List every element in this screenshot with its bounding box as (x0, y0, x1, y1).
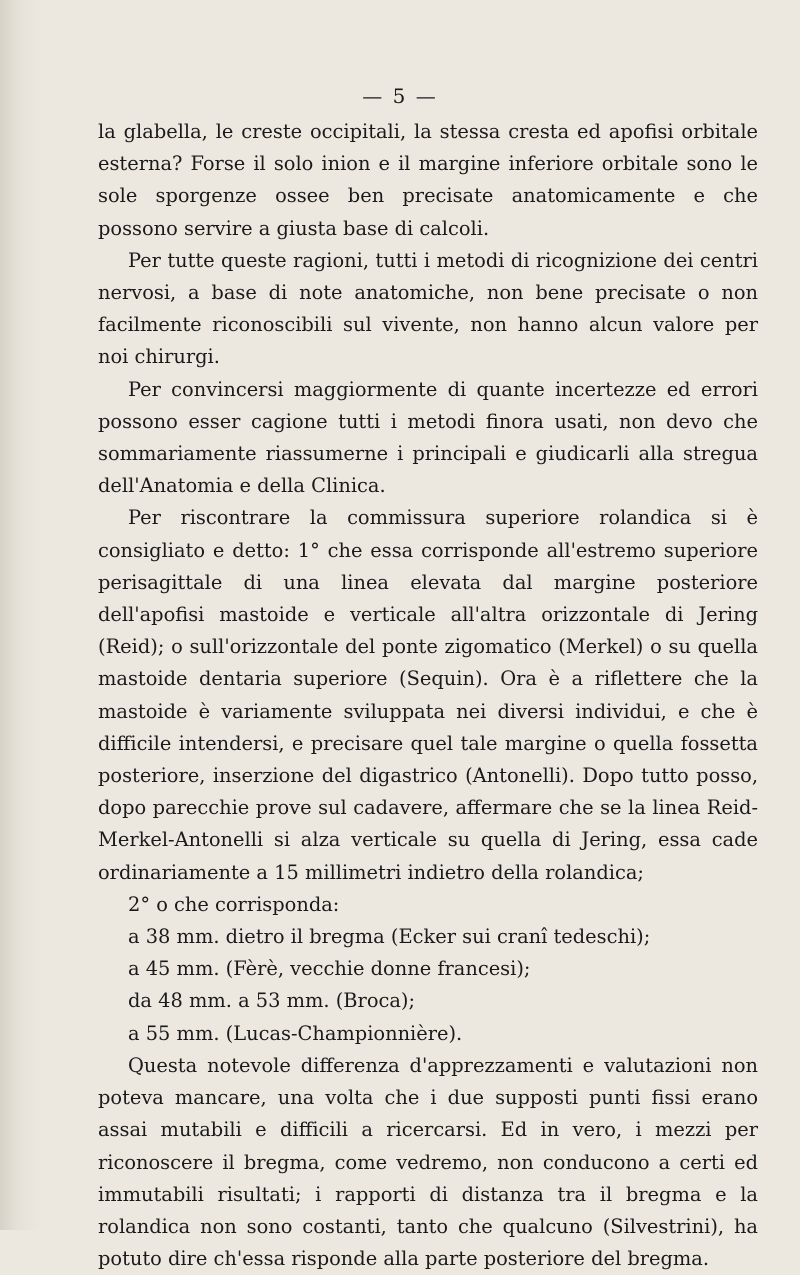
paragraph-continuation: la glabella, le creste occipitali, la stessa cresta ed apofisi orbitale esterna? Forse il solo inion e il margine inferiore orbitale sono le sole sporgenze ossee ben precisate anatomicamente e che possono servire a giusta base di calcoli. (98, 120, 758, 240)
paragraph: Per riscontrare la commissura superiore rolandica si è consigliato e detto: 1° che essa corrisponde all'estremo superiore perisagittale di una linea elevata dal margine posteriore dell'apofisi mastoide e verticale all'altra orizzontale di Jering (Reid); o sull'orizzontale del ponte zigomatico (Merkel) o su quella mastoide dentaria superiore (Sequin). Ora è a riflettere che la mastoide è variamente sviluppata nei diversi individui, e che è difficile intendersi, e precisare quel tale margine o quella fossetta posteriore, inserzione del digastrico (Antonelli). Dopo tutto posso, dopo parecchie prove sul cadavere, affermare che se la linea Reid-Merkel-Antonelli si alza verticale su quella di Jering, essa cade ordinariamente a 15 millimetri indietro della rolandica; (98, 506, 758, 884)
paragraph: Per convincersi maggiormente di quante incertezze ed errori possono esser cagione tutti i metodi finora usati, non devo che sommariamente riassumerne i principali e giudicarli alla stregua dell'Anatomia e della Clinica. (98, 377, 758, 498)
page-number: — 5 — (362, 84, 438, 108)
paragraph: 2° o che corrisponda: (128, 892, 340, 916)
list-item: a 55 mm. (Lucas-Championnière). (128, 1021, 463, 1045)
list-item: a 45 mm. (Fèrè, vecchie donne francesi); (128, 957, 531, 981)
list-item: a 38 mm. dietro il bregma (Ecker sui cranî tedeschi); (128, 925, 651, 949)
body-text (98, 116, 758, 1275)
list-item: da 48 mm. a 53 mm. (Broca); (128, 989, 416, 1013)
paragraph: Questa notevole differenza d'apprezzamenti e valutazioni non poteva mancare, una volta che i due supposti punti fissi erano assai mutabili e difficili a ricercarsi. Ed in vero, i mezzi per riconoscere il bregma, come vedremo, non conducono a certi ed immutabili risultati; i rapporti di distanza tra il bregma e la rolandica non sono costanti, tanto che qualcuno (Silvestrini), ha potuto dire ch'essa risponde alla parte posteriore del bregma. (98, 1053, 758, 1271)
measurement-list (98, 921, 758, 1050)
paragraph: Per tutte queste ragioni, tutti i metodi di ricognizione dei centri nervosi, a base di note anatomiche, non bene precisate o non facilmente riconoscibili sul vivente, non hanno alcun valore per noi chirurgi. (98, 248, 758, 369)
